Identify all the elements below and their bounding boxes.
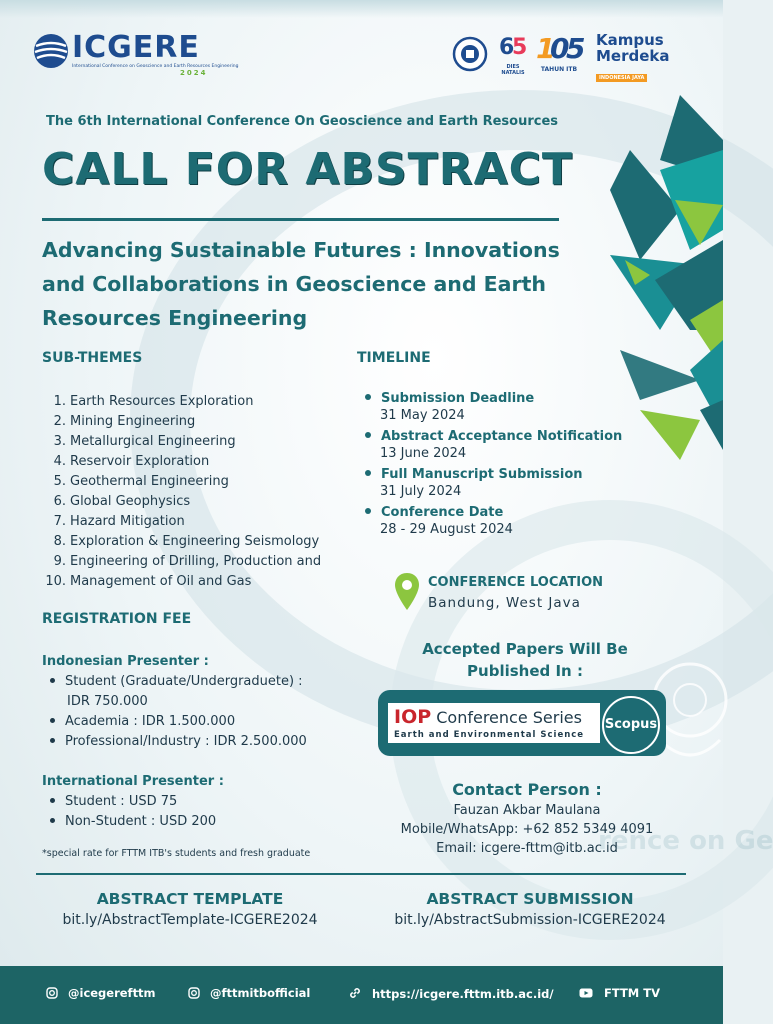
submission-link[interactable]: bit.ly/AbstractSubmission-ICGERE2024 [394,912,666,928]
location-pin-icon [394,572,420,612]
dies-natalis-icon [496,30,530,60]
subthemes-heading: SUB-THEMES [42,350,143,366]
timeline-item: Submission Deadline 31 May 2024 [358,391,622,425]
subtheme-item: 9. Engineering of Drilling, Production and [53,554,322,569]
bullet-icon [50,818,55,823]
bullet-icon [365,432,371,438]
partner-tahun-itb [534,30,584,76]
link-icon [348,986,362,1000]
theme-line-2: and Collaborations in Geoscience and Earth [42,272,547,296]
publication-heading: Accepted Papers Will Be Published In : [422,640,628,680]
subtheme-item: 3. Metallurgical Engineering [53,434,236,449]
contact-heading: Contact Person : [452,780,602,799]
location-value: Bandung, West Java [428,595,581,611]
kampus-merdeka-sub: INDONESIA JAYA [596,74,647,82]
fee-item-cont: IDR 750.000 [67,694,148,709]
footer-instagram-2[interactable]: @fttmitbofficial [188,986,310,1000]
timeline-list [358,391,622,543]
youtube-icon [578,987,594,999]
footer-website[interactable]: https://icgere.fttm.itb.ac.id/ [348,986,554,1001]
scopus-logo: Scopus [602,696,660,754]
watermark-text: rence on Ge [598,826,773,856]
bullet-icon [50,678,55,683]
bullet-icon [365,508,371,514]
subtheme-item: 5. Geothermal Engineering [53,474,229,489]
partner-itb-seal [452,36,488,72]
logo-name: ICGERE [72,30,200,65]
svg-text:5: 5 [566,32,586,65]
subtheme-item: 4. Reservoir Exploration [53,454,210,469]
template-link[interactable]: bit.ly/AbstractTemplate-ICGERE2024 [62,912,318,928]
iop-sub: Earth and Environmental Science [394,730,585,740]
bullet-icon [365,394,371,400]
instagram-icon [188,987,200,999]
theme-line-3: Resources Engineering [42,306,308,330]
top-band [0,0,723,18]
international-fee-list [42,792,216,832]
location-heading: CONFERENCE LOCATION [428,575,604,590]
iop-series: Conference Series [436,708,582,727]
indonesian-heading: Indonesian Presenter : [42,654,209,669]
theme-line-1: Advancing Sustainable Futures : Innovations [42,238,560,262]
bullet-icon [50,798,55,803]
template-heading: ABSTRACT TEMPLATE [96,890,284,908]
tahun-itb-label: TAHUN ITB [540,66,578,73]
fee-item: Professional/Industry : IDR 2.500.000 [42,732,307,752]
iop-brand: IOP [394,706,432,728]
globe-icon [32,32,70,70]
bullet-icon [50,718,55,723]
subtheme-item: 8. Exploration & Engineering Seismology [53,534,320,549]
headline: CALL FOR ABSTRACT [42,144,573,195]
subtheme-item: 1. Earth Resources Exploration [53,394,254,409]
conference-name: The 6th International Conference On Geoscience and Earth Resources [46,114,559,129]
contact-email: Email: icgere-fttm@itb.ac.id [436,841,618,856]
timeline-item: Conference Date 28 - 29 August 2024 [358,505,622,539]
contact-block [372,780,682,856]
svg-text:5: 5 [512,35,528,60]
itb-seal-icon [452,36,488,72]
iop-scopus-badge [378,690,666,756]
footer-youtube[interactable]: FTTM TV [578,986,660,1000]
subtheme-item: 6. Global Geophysics [53,494,191,509]
divider [36,873,686,875]
logo-year: 2024 [180,69,208,77]
subthemes-list [38,392,321,592]
tahun-itb-icon [534,30,586,65]
international-heading: International Presenter : [42,774,224,789]
svg-text:6: 6 [499,35,515,60]
bullet-icon [365,470,371,476]
bullet-icon [50,738,55,743]
svg-text:0: 0 [550,32,570,65]
timeline-item: Full Manuscript Submission 31 July 2024 [358,467,622,501]
subtheme-item: 10. Management of Oil and Gas [45,574,252,589]
footer [0,966,723,1024]
indonesian-fee-list [42,672,307,752]
abstract-template [30,890,350,928]
fee-item: Student : USD 75 [42,792,216,812]
registration-heading: REGISTRATION FEE [42,611,192,627]
subtheme-item: 2. Mining Engineering [53,414,196,429]
dies-natalis-label: DIES NATALIS [501,64,525,76]
svg-text:1: 1 [536,32,556,65]
fee-item: Non-Student : USD 200 [42,812,216,832]
kampus-merdeka-label: Kampus Merdeka [596,31,670,65]
abstract-submission [370,890,690,928]
footer-instagram-1[interactable]: @icegerefttm [46,986,156,1000]
partner-kampus-merdeka [596,31,678,81]
theme-title [42,233,602,335]
fee-item: Student (Graduate/Undergraduete) : [42,672,307,692]
partner-dies-natalis [496,30,530,76]
timeline-item: Abstract Acceptance Notification 13 June 2024 [358,429,622,463]
fee-item: Academia : IDR 1.500.000 [42,712,307,732]
special-rate-note: *special rate for FTTM ITB's students and fresh graduate [42,848,311,859]
submission-heading: ABSTRACT SUBMISSION [426,890,634,908]
contact-name: Fauzan Akbar Maulana [453,803,601,818]
logo-subtitle: International Conference on Geoscience and Earth Resources Engineering [72,64,239,69]
headline-rule [42,218,559,221]
instagram-icon [46,987,58,999]
subtheme-item: 7. Hazard Mitigation [53,514,185,529]
icgere-logo [32,30,239,80]
timeline-heading: TIMELINE [357,350,431,366]
contact-phone: Mobile/WhatsApp: +62 852 5349 4091 [400,822,654,837]
iop-logo [388,703,600,743]
